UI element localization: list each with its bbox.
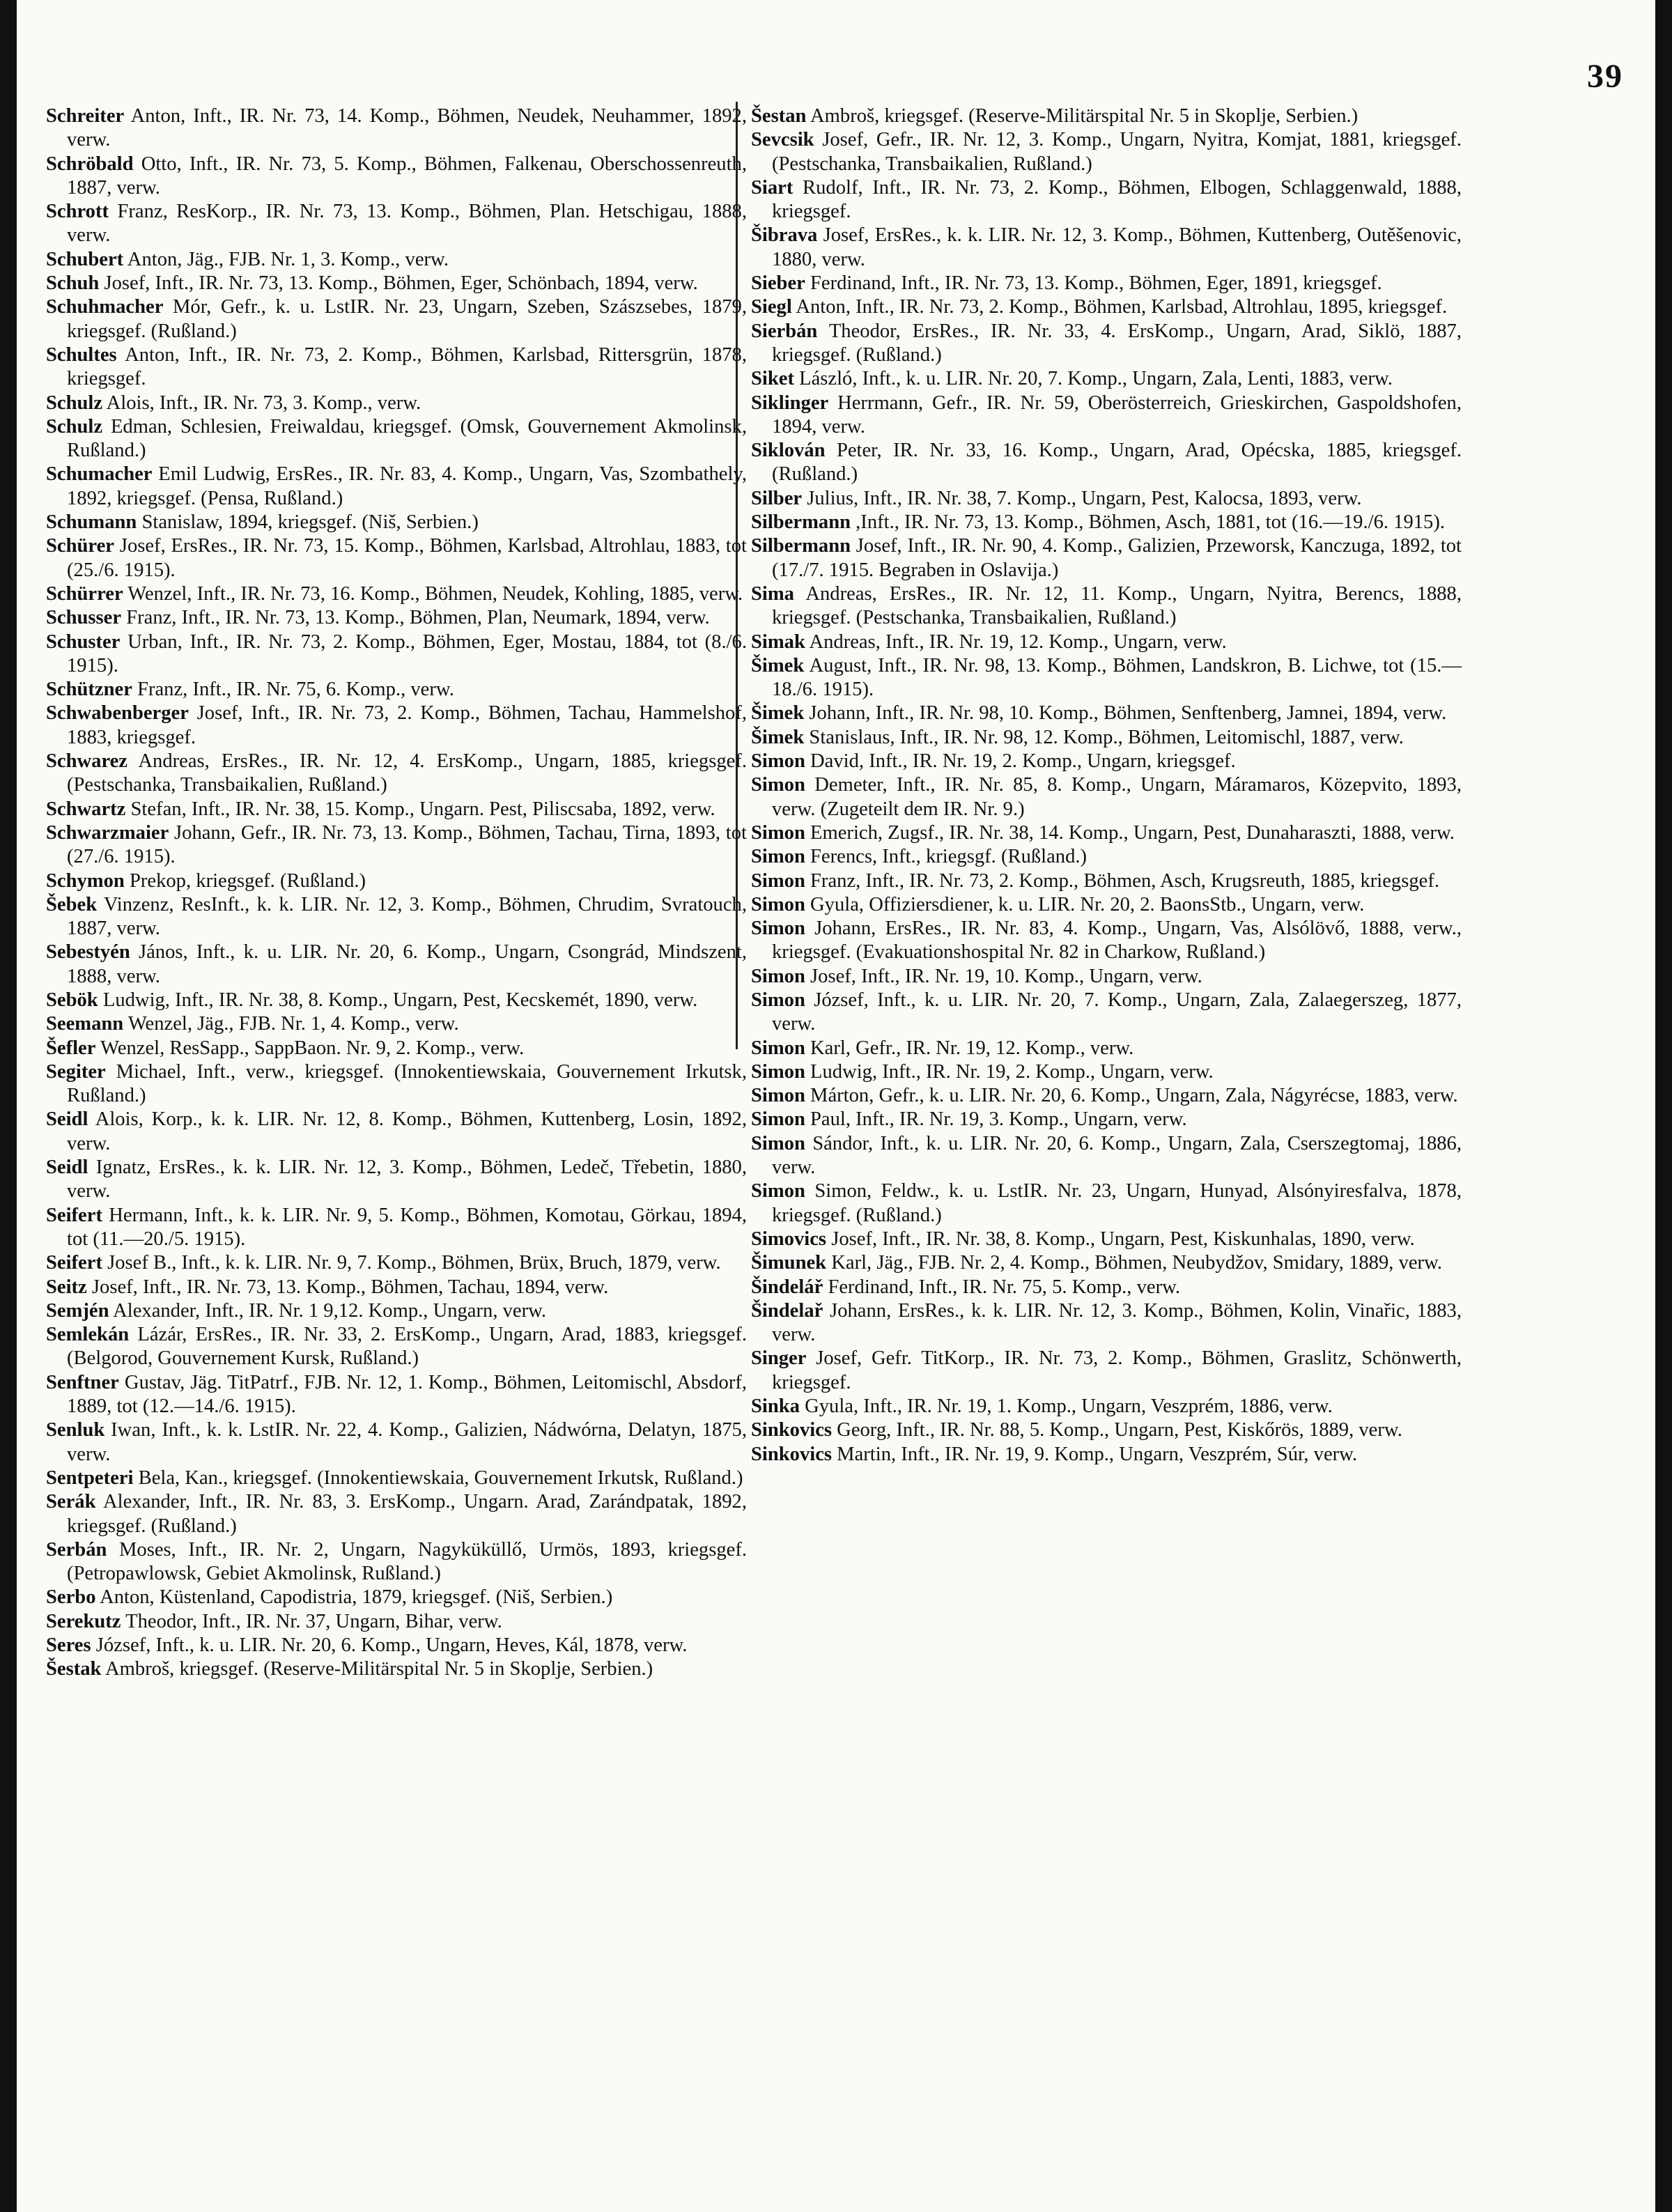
entry-details: Martin, Inft., IR. Nr. 19, 9. Komp., Ungarn, Veszprém, Súr, verw.: [837, 1443, 1358, 1465]
list-item: [751, 1108, 1462, 1131]
entry-surname: Sierbán: [751, 320, 818, 342]
entry-details: Urban, Inft., IR. Nr. 73, 2. Komp., Böhmen, Eger, Mostau, 1884, tot (8./6. 1915).: [67, 631, 747, 676]
entry-details: Josef, Inft., IR. Nr. 19, 10. Komp., Ungarn, verw.: [810, 965, 1202, 987]
entry-surname: Seifert: [46, 1204, 102, 1226]
entry-surname: Simon: [751, 918, 805, 940]
entry-surname: Sebök: [46, 989, 98, 1011]
entry-details: Ambroš, kriegsgef. (Reserve-Militärspital Nr. 5 in Skoplje, Serbien.): [810, 105, 1358, 127]
list-item: [751, 845, 1462, 869]
left-column: [46, 105, 747, 1682]
list-item: [751, 1251, 1462, 1275]
list-item: [751, 989, 1462, 1037]
list-item: [46, 1299, 747, 1323]
list-item: [46, 1418, 747, 1467]
page-number: 39: [1587, 58, 1623, 95]
list-item: [751, 295, 1462, 319]
list-item: [46, 750, 747, 798]
entry-surname: Schwarzmaier: [46, 821, 169, 844]
entry-details: Anton, Jäg., FJB. Nr. 1, 3. Komp., verw.: [127, 248, 449, 270]
entry-surname: Simon: [751, 1180, 805, 1202]
entry-surname: Simon: [751, 965, 805, 987]
entry-details: Franz, Inft., IR. Nr. 75, 6. Komp., verw.: [137, 679, 454, 701]
entry-details: Simon, Feldw., k. u. LstIR. Nr. 23, Ungarn, Hunyad, Alsónyiresfalva, 1878, kriegsgef. (Rußland.): [772, 1180, 1462, 1226]
entry-surname: Semjén: [46, 1299, 109, 1322]
entry-details: Franz, Inft., IR. Nr. 73, 2. Komp., Böhmen, Asch, Krugsreuth, 1885, kriegsgef.: [810, 869, 1439, 892]
list-item: [46, 272, 747, 295]
entry-details: Emerich, Zugsf., IR. Nr. 38, 14. Komp., Ungarn, Pest, Dunaharaszti, 1888, verw.: [810, 821, 1455, 844]
entry-surname: Šefler: [46, 1037, 96, 1059]
entry-surname: Sebestyén: [46, 941, 130, 964]
entry-details: Sándor, Inft., k. u. LIR. Nr. 20, 6. Komp., Ungarn, Zala, Cserszegtomaj, 1886, verw.: [772, 1132, 1462, 1179]
list-item: [751, 869, 1462, 893]
entry-details: József, Inft., k. u. LIR. Nr. 20, 7. Komp., Ungarn, Zala, Zalaegerszeg, 1877, verw.: [772, 989, 1462, 1035]
entry-details: Wenzel, Inft., IR. Nr. 73, 16. Komp., Böhmen, Neudek, Kohling, 1885, verw.: [127, 582, 743, 605]
entry-surname: Serbán: [46, 1538, 107, 1561]
entry-details: Josef, Inft., IR. Nr. 90, 4. Komp., Galizien, Przeworsk, Kanczuga, 1892, tot (17./7. 1915. Begraben in Oslavija.): [772, 535, 1462, 581]
entry-surname: Schwarez: [46, 750, 127, 773]
entry-surname: Schulz: [46, 392, 103, 414]
list-item: [751, 1299, 1462, 1347]
list-item: [751, 224, 1462, 272]
entry-surname: Simak: [751, 631, 805, 653]
entry-surname: Silbermann: [751, 535, 851, 557]
list-item: [46, 105, 747, 153]
entry-surname: Schürer: [46, 535, 114, 557]
entry-details: Karl, Jäg., FJB. Nr. 2, 4. Komp., Böhmen, Neubydžov, Smidary, 1889, verw.: [831, 1252, 1443, 1274]
entry-surname: Serák: [46, 1491, 96, 1513]
entry-surname: Seidl: [46, 1157, 88, 1179]
entry-surname: Simon: [751, 989, 805, 1011]
entry-details: Otto, Inft., IR. Nr. 73, 5. Komp., Böhmen, Falkenau, Oberschossenreuth, 1887, verw.: [67, 153, 747, 199]
entry-details: Lázár, ErsRes., IR. Nr. 33, 2. ErsKomp., Ungarn, Arad, 1883, kriegsgef. (Belgorod, Gouvernement Kursk, Rußland.): [67, 1324, 747, 1370]
list-item: [751, 1037, 1462, 1060]
list-item: [46, 702, 747, 750]
list-item: [751, 726, 1462, 750]
entry-surname: Schützner: [46, 679, 132, 701]
entry-surname: Senluk: [46, 1419, 105, 1441]
entry-surname: Singer: [751, 1347, 807, 1370]
entry-details: ,Inft., IR. Nr. 73, 13. Komp., Böhmen, Asch, 1881, tot (16.—19./6. 1915).: [856, 511, 1446, 534]
entry-details: Stefan, Inft., IR. Nr. 38, 15. Komp., Ungarn. Pest, Piliscsaba, 1892, verw.: [130, 798, 715, 820]
entry-surname: Sieber: [751, 272, 805, 295]
list-item: [751, 1180, 1462, 1228]
entry-surname: Schrott: [46, 201, 109, 223]
entry-details: Julius, Inft., IR. Nr. 38, 7. Komp., Ungarn, Pest, Kalocsa, 1893, verw.: [807, 487, 1362, 509]
entry-surname: Schürrer: [46, 582, 123, 605]
entry-surname: Schulz: [46, 415, 103, 438]
entry-surname: Siklinger: [751, 392, 829, 414]
entry-details: Anton, Inft., IR. Nr. 73, 2. Komp., Böhmen, Karlsbad, Rittersgrün, 1878, kriegsgef.: [67, 343, 747, 390]
entry-surname: Šebek: [46, 893, 98, 915]
entry-details: Emil Ludwig, ErsRes., IR. Nr. 83, 4. Komp., Ungarn, Vas, Szombathely, 1892, kriegsgef. (Pensa, Rußland.): [67, 463, 747, 509]
entry-details: János, Inft., k. u. LIR. Nr. 20, 6. Komp., Ungarn, Csongrád, Mindszent, 1888, verw.: [67, 941, 747, 987]
entry-details: Georg, Inft., IR. Nr. 88, 5. Komp., Ungarn, Pest, Kiskőrös, 1889, verw.: [837, 1419, 1402, 1441]
entry-surname: Seemann: [46, 1013, 124, 1035]
list-item: [751, 1276, 1462, 1299]
entry-details: Gustav, Jäg. TitPatrf., FJB. Nr. 12, 1. Komp., Böhmen, Leitomischl, Absdorf, 1889, tot (12.—14./6. 1915).: [67, 1371, 748, 1418]
list-item: [46, 1251, 747, 1275]
entry-details: Alois, Korp., k. k. LIR. Nr. 12, 8. Komp., Böhmen, Kuttenberg, Losin, 1892, verw.: [67, 1108, 747, 1154]
list-item: [751, 1418, 1462, 1442]
entry-surname: Šimek: [751, 654, 805, 676]
entry-details: Alexander, Inft., IR. Nr. 1 9,12. Komp., Ungarn, verw.: [113, 1299, 547, 1322]
entry-details: Hermann, Inft., k. k. LIR. Nr. 9, 5. Komp., Böhmen, Komotau, Görkau, 1894, tot (11.—20./5. 1915).: [67, 1204, 747, 1250]
entry-surname: Seidl: [46, 1108, 88, 1131]
list-item: [46, 606, 747, 630]
entry-surname: Siart: [751, 176, 794, 199]
list-item: [46, 941, 747, 989]
entry-details: Michael, Inft., verw., kriegsgef. (Innokentiewskaia, Gouvernement Irkutsk, Rußland.): [67, 1060, 748, 1107]
list-item: [46, 392, 747, 415]
list-item: [751, 1228, 1462, 1251]
entry-details: Gyula, Offiziersdiener, k. u. LIR. Nr. 20, 2. BaonsStb., Ungarn, verw.: [810, 893, 1365, 915]
entry-details: Josef, Inft., IR. Nr. 73, 13. Komp., Böhmen, Tachau, 1894, verw.: [91, 1276, 609, 1298]
list-item: [46, 1610, 747, 1634]
list-item: [751, 893, 1462, 917]
list-item: [46, 1276, 747, 1299]
entry-details: Theodor, Inft., IR. Nr. 37, Ungarn, Bihar, verw.: [125, 1610, 502, 1632]
document-page: [17, 0, 1655, 2212]
list-item: [751, 176, 1462, 224]
list-item: [751, 582, 1462, 631]
list-item: [751, 1443, 1462, 1467]
entry-details: Peter, IR. Nr. 33, 16. Komp., Ungarn, Arad, Opécska, 1885, kriegsgef. (Rußland.): [772, 440, 1462, 486]
list-item: [46, 1204, 747, 1252]
list-item: [46, 893, 747, 941]
list-item: [751, 1395, 1462, 1418]
list-item: [46, 678, 747, 702]
entry-surname: Silbermann: [751, 511, 851, 534]
list-item: [46, 1323, 747, 1371]
entry-details: Andreas, ErsRes., IR. Nr. 12, 4. ErsKomp., Ungarn, 1885, kriegsgef. (Pestschanka, Transbaikalien, Rußland.): [67, 750, 747, 796]
entry-surname: Serbo: [46, 1586, 96, 1609]
entry-details: Stanislaw, 1894, kriegsgef. (Niš, Serbien.): [141, 511, 479, 534]
entry-details: Ludwig, Inft., IR. Nr. 38, 8. Komp., Ungarn, Pest, Kecskemét, 1890, verw.: [102, 989, 698, 1011]
entry-surname: Šindelář: [751, 1276, 823, 1298]
entry-details: Moses, Inft., IR. Nr. 2, Ungarn, Nagyküküllő, Urmös, 1893, kriegsgef. (Petropawlowsk, Gebiet Akmolinsk, Rußland.): [67, 1538, 747, 1585]
list-item: [751, 750, 1462, 773]
list-item: [46, 798, 747, 821]
entry-surname: Schwartz: [46, 798, 126, 820]
entry-surname: Simovics: [751, 1228, 827, 1250]
list-item: [46, 1467, 747, 1490]
entry-surname: Šimek: [751, 726, 805, 748]
entry-details: Bela, Kan., kriegsgef. (Innokentiewskaia, Gouvernement Irkutsk, Rußland.): [138, 1467, 743, 1489]
entry-surname: Schröbald: [46, 153, 134, 175]
entry-surname: Sima: [751, 582, 794, 605]
entry-surname: Sevcsik: [751, 129, 814, 151]
list-item: [751, 392, 1462, 440]
list-item: [46, 821, 747, 869]
entry-details: Paul, Inft., IR. Nr. 19, 3. Komp., Ungarn, verw.: [810, 1108, 1187, 1131]
list-item: [46, 1156, 747, 1204]
entry-surname: Šestan: [751, 105, 807, 127]
entry-details: Prekop, kriegsgef. (Rußland.): [129, 869, 366, 892]
entry-details: Gyula, Inft., IR. Nr. 19, 1. Komp., Ungarn, Veszprém, 1886, verw.: [805, 1395, 1333, 1418]
entry-details: Anton, Inft., IR. Nr. 73, 14. Komp., Böhmen, Neudek, Neuhammer, 1892, verw.: [67, 105, 747, 151]
list-item: [46, 463, 747, 511]
list-item: [751, 367, 1462, 391]
list-item: [751, 654, 1462, 702]
entry-details: Iwan, Inft., k. k. LstIR. Nr. 22, 4. Komp., Galizien, Nádwórna, Delatyn, 1875, verw.: [67, 1419, 747, 1465]
entry-surname: Schusser: [46, 607, 122, 629]
entry-surname: Schuh: [46, 272, 100, 295]
entry-surname: Schreiter: [46, 105, 125, 127]
entry-surname: Siklován: [751, 440, 826, 462]
list-item: [751, 631, 1462, 654]
entry-surname: Simon: [751, 1060, 805, 1083]
list-item: [751, 821, 1462, 845]
list-item: [751, 702, 1462, 725]
entry-details: Franz, Inft., IR. Nr. 73, 13. Komp., Böhmen, Plan, Neumark, 1894, verw.: [126, 607, 710, 629]
entry-surname: Simon: [751, 846, 805, 868]
entry-details: Johann, Inft., IR. Nr. 98, 10. Komp., Böhmen, Senftenberg, Jamnei, 1894, verw.: [809, 702, 1447, 725]
entry-details: Josef, Gefr., IR. Nr. 12, 3. Komp., Ungarn, Nyitra, Komjat, 1881, kriegsgef. (Pestschanka, Transbaikalien, Rußland.): [772, 129, 1462, 175]
list-item: [46, 415, 747, 463]
list-item: [46, 343, 747, 392]
entry-details: Alexander, Inft., IR. Nr. 83, 3. ErsKomp., Ungarn. Arad, Zarándpatak, 1892, kriegsgef. (Rußland.): [67, 1491, 747, 1537]
entry-details: Anton, Küstenland, Capodistria, 1879, kriegsgef. (Niš, Serbien.): [100, 1586, 613, 1609]
entry-details: Mór, Gefr., k. u. LstIR. Nr. 23, Ungarn, Szeben, Szászsebes, 1879, kriegsgef. (Rußland.): [67, 296, 747, 342]
entry-surname: Simon: [751, 1085, 805, 1107]
entry-details: Wenzel, Jäg., FJB. Nr. 1, 4. Komp., verw.: [127, 1013, 459, 1035]
entry-surname: Simon: [751, 869, 805, 892]
entry-surname: Schymon: [46, 869, 125, 892]
entry-surname: Simon: [751, 1037, 805, 1059]
entry-details: László, Inft., k. u. LIR. Nr. 20, 7. Komp., Ungarn, Zala, Lenti, 1883, verw.: [799, 368, 1393, 390]
list-item: [46, 200, 747, 248]
list-item: [751, 534, 1462, 582]
entry-surname: Schwabenberger: [46, 702, 189, 725]
list-item: [46, 248, 747, 272]
list-item: [751, 511, 1462, 534]
list-item: [751, 1084, 1462, 1108]
entry-details: August, Inft., IR. Nr. 98, 13. Komp., Böhmen, Landskron, B. Lichwe, tot (15.—18./6. 1915).: [772, 654, 1462, 701]
entry-details: Ferdinand, Inft., IR. Nr. 73, 13. Komp., Böhmen, Eger, 1891, kriegsgef.: [810, 272, 1382, 295]
entry-details: Herrmann, Gefr., IR. Nr. 59, Oberösterreich, Grieskirchen, Gaspoldshofen, 1894, verw.: [772, 392, 1462, 438]
list-item: [46, 989, 747, 1012]
entry-surname: Schumann: [46, 511, 137, 534]
entry-details: Demeter, Inft., IR. Nr. 85, 8. Komp., Ungarn, Máramaros, Közepvito, 1893, verw. (Zugeteilt dem IR. Nr. 9.): [772, 774, 1462, 820]
entry-details: Johann, ErsRes., k. k. LIR. Nr. 12, 3. Komp., Böhmen, Kolin, Vinařic, 1883, verw.: [772, 1299, 1462, 1346]
list-item: [46, 869, 747, 893]
entry-details: Andreas, ErsRes., IR. Nr. 12, 11. Komp., Ungarn, Nyitra, Berencs, 1888, kriegsgef. (Pestschanka, Transbaikalien, Rußland.): [772, 582, 1462, 629]
entry-details: Franz, ResKorp., IR. Nr. 73, 13. Komp., Böhmen, Plan. Hetschigau, 1888, verw.: [67, 201, 747, 247]
entry-surname: Seifert: [46, 1252, 102, 1274]
list-item: [46, 534, 747, 582]
list-item: [751, 439, 1462, 487]
entry-surname: Simon: [751, 774, 805, 796]
entry-details: Márton, Gefr., k. u. LIR. Nr. 20, 6. Komp., Ungarn, Zala, Nágyrécse, 1883, verw.: [810, 1085, 1458, 1107]
entry-surname: Šindelař: [751, 1299, 823, 1322]
entry-details: Josef B., Inft., k. k. LIR. Nr. 9, 7. Komp., Böhmen, Brüx, Bruch, 1879, verw.: [107, 1252, 721, 1274]
list-item: [751, 272, 1462, 295]
entry-surname: Sinka: [751, 1395, 800, 1418]
entry-surname: Simon: [751, 821, 805, 844]
entry-details: Karl, Gefr., IR. Nr. 19, 12. Komp., verw.: [810, 1037, 1134, 1059]
right-column: [751, 105, 1462, 1467]
entry-surname: Simon: [751, 1132, 805, 1154]
list-item: [751, 917, 1462, 965]
entry-surname: Schuhmacher: [46, 296, 164, 318]
entry-surname: Seres: [46, 1634, 91, 1656]
entry-details: Johann, ErsRes., IR. Nr. 83, 4. Komp., Ungarn, Vas, Alsólövő, 1888, verw., kriegsgef. (Evakuationshospital Nr. 82 in Charkow, Rußland.): [772, 918, 1462, 964]
entry-details: Josef, Inft., IR. Nr. 73, 2. Komp., Böhmen, Tachau, Hammelshof, 1883, kriegsgef.: [67, 702, 747, 748]
entry-surname: Silber: [751, 487, 803, 509]
list-item: [751, 1132, 1462, 1180]
entry-surname: Senftner: [46, 1371, 119, 1393]
list-item: [46, 1657, 747, 1681]
entry-details: Ferdinand, Inft., IR. Nr. 75, 5. Komp., verw.: [828, 1276, 1181, 1298]
entry-details: Josef, Inft., IR. Nr. 73, 13. Komp., Böhmen, Eger, Schönbach, 1894, verw.: [104, 272, 698, 295]
list-item: [46, 1538, 747, 1586]
entry-surname: Sinkovics: [751, 1419, 833, 1441]
list-item: [46, 1634, 747, 1657]
entry-surname: Siegl: [751, 296, 792, 318]
entry-details: Edman, Schlesien, Freiwaldau, kriegsgef. (Omsk, Gouvernement Akmolinsk, Rußland.): [67, 415, 747, 462]
entry-details: Stanislaus, Inft., IR. Nr. 98, 12. Komp., Böhmen, Leitomischl, 1887, verw.: [809, 726, 1404, 748]
list-item: [46, 153, 747, 201]
list-item: [751, 105, 1462, 128]
entry-surname: Šestak: [46, 1658, 102, 1680]
entry-surname: Schubert: [46, 248, 124, 270]
list-item: [46, 1586, 747, 1609]
entry-surname: Simon: [751, 1108, 805, 1131]
entry-details: Josef, Inft., IR. Nr. 38, 8. Komp., Ungarn, Pest, Kiskunhalas, 1890, verw.: [831, 1228, 1415, 1250]
list-item: [751, 1347, 1462, 1395]
entry-surname: Šimek: [751, 702, 805, 725]
list-item: [46, 1012, 747, 1036]
list-item: [751, 320, 1462, 368]
list-item: [751, 487, 1462, 511]
entry-surname: Simon: [751, 893, 805, 915]
list-item: [751, 965, 1462, 989]
list-item: [46, 1108, 747, 1156]
entry-details: Anton, Inft., IR. Nr. 73, 2. Komp., Böhmen, Karlsbad, Altrohlau, 1895, kriegsgef.: [796, 296, 1448, 318]
list-item: [751, 1060, 1462, 1084]
entry-details: Josef, ErsRes., k. k. LIR. Nr. 12, 3. Komp., Böhmen, Kuttenberg, Outěšenovic, 1880, verw.: [772, 224, 1462, 270]
list-item: [46, 631, 747, 679]
entry-surname: Šibrava: [751, 224, 818, 247]
list-item: [46, 582, 747, 606]
entry-surname: Siket: [751, 368, 794, 390]
list-item: [46, 1037, 747, 1060]
list-item: [751, 128, 1462, 176]
list-item: [46, 1060, 747, 1108]
entry-details: Ambroš, kriegsgef. (Reserve-Militärspital Nr. 5 in Skoplje, Serbien.): [105, 1658, 653, 1680]
entry-surname: Sinkovics: [751, 1443, 833, 1465]
entry-details: David, Inft., IR. Nr. 19, 2. Komp., Ungarn, kriegsgef.: [810, 750, 1236, 773]
entry-surname: Schuster: [46, 631, 121, 653]
entry-details: Wenzel, ResSapp., SappBaon. Nr. 9, 2. Komp., verw.: [100, 1037, 525, 1059]
entry-details: Ignatz, ErsRes., k. k. LIR. Nr. 12, 3. Komp., Böhmen, Ledeč, Třebetin, 1880, verw.: [67, 1157, 747, 1202]
list-item: [751, 773, 1462, 821]
entry-details: Theodor, ErsRes., IR. Nr. 33, 4. ErsKomp., Ungarn, Arad, Siklö, 1887, kriegsgef. (Rußland.): [772, 320, 1462, 366]
entry-surname: Schumacher: [46, 463, 153, 486]
entry-details: Rudolf, Inft., IR. Nr. 73, 2. Komp., Böhmen, Elbogen, Schlaggenwald, 1888, kriegsgef.: [772, 176, 1462, 223]
list-item: [46, 1490, 747, 1538]
entry-details: Josef, Gefr. TitKorp., IR. Nr. 73, 2. Komp., Böhmen, Graslitz, Schönwerth, kriegsgef.: [772, 1347, 1462, 1393]
entry-surname: Simon: [751, 750, 805, 773]
entry-surname: Sentpeteri: [46, 1467, 134, 1489]
entry-surname: Semlekán: [46, 1324, 130, 1346]
entry-details: Vinzenz, ResInft., k. k. LIR. Nr. 12, 3. Komp., Böhmen, Chrudim, Svratouch, 1887, verw.: [67, 893, 747, 940]
entry-surname: Seitz: [46, 1276, 87, 1298]
list-item: [46, 511, 747, 534]
entry-surname: Segiter: [46, 1060, 106, 1083]
entry-details: Josef, ErsRes., IR. Nr. 73, 15. Komp., Böhmen, Karlsbad, Altrohlau, 1883, tot (25./6. 1915).: [67, 535, 747, 581]
entry-details: Johann, Gefr., IR. Nr. 73, 13. Komp., Böhmen, Tachau, Tirna, 1893, tot (27./6. 1915).: [67, 821, 747, 868]
entry-details: Alois, Inft., IR. Nr. 73, 3. Komp., verw.: [106, 392, 421, 414]
entry-details: József, Inft., k. u. LIR. Nr. 20, 6. Komp., Ungarn, Heves, Kál, 1878, verw.: [95, 1634, 688, 1656]
entry-details: Andreas, Inft., IR. Nr. 19, 12. Komp., Ungarn, verw.: [809, 631, 1227, 653]
entry-surname: Serekutz: [46, 1610, 121, 1632]
list-item: [46, 1371, 747, 1419]
entry-details: Ferencs, Inft., kriegsgf. (Rußland.): [810, 846, 1087, 868]
entry-details: Ludwig, Inft., IR. Nr. 19, 2. Komp., Ungarn, verw.: [810, 1060, 1214, 1083]
entry-surname: Schultes: [46, 343, 117, 366]
list-item: [46, 295, 747, 343]
entry-surname: Šimunek: [751, 1252, 827, 1274]
